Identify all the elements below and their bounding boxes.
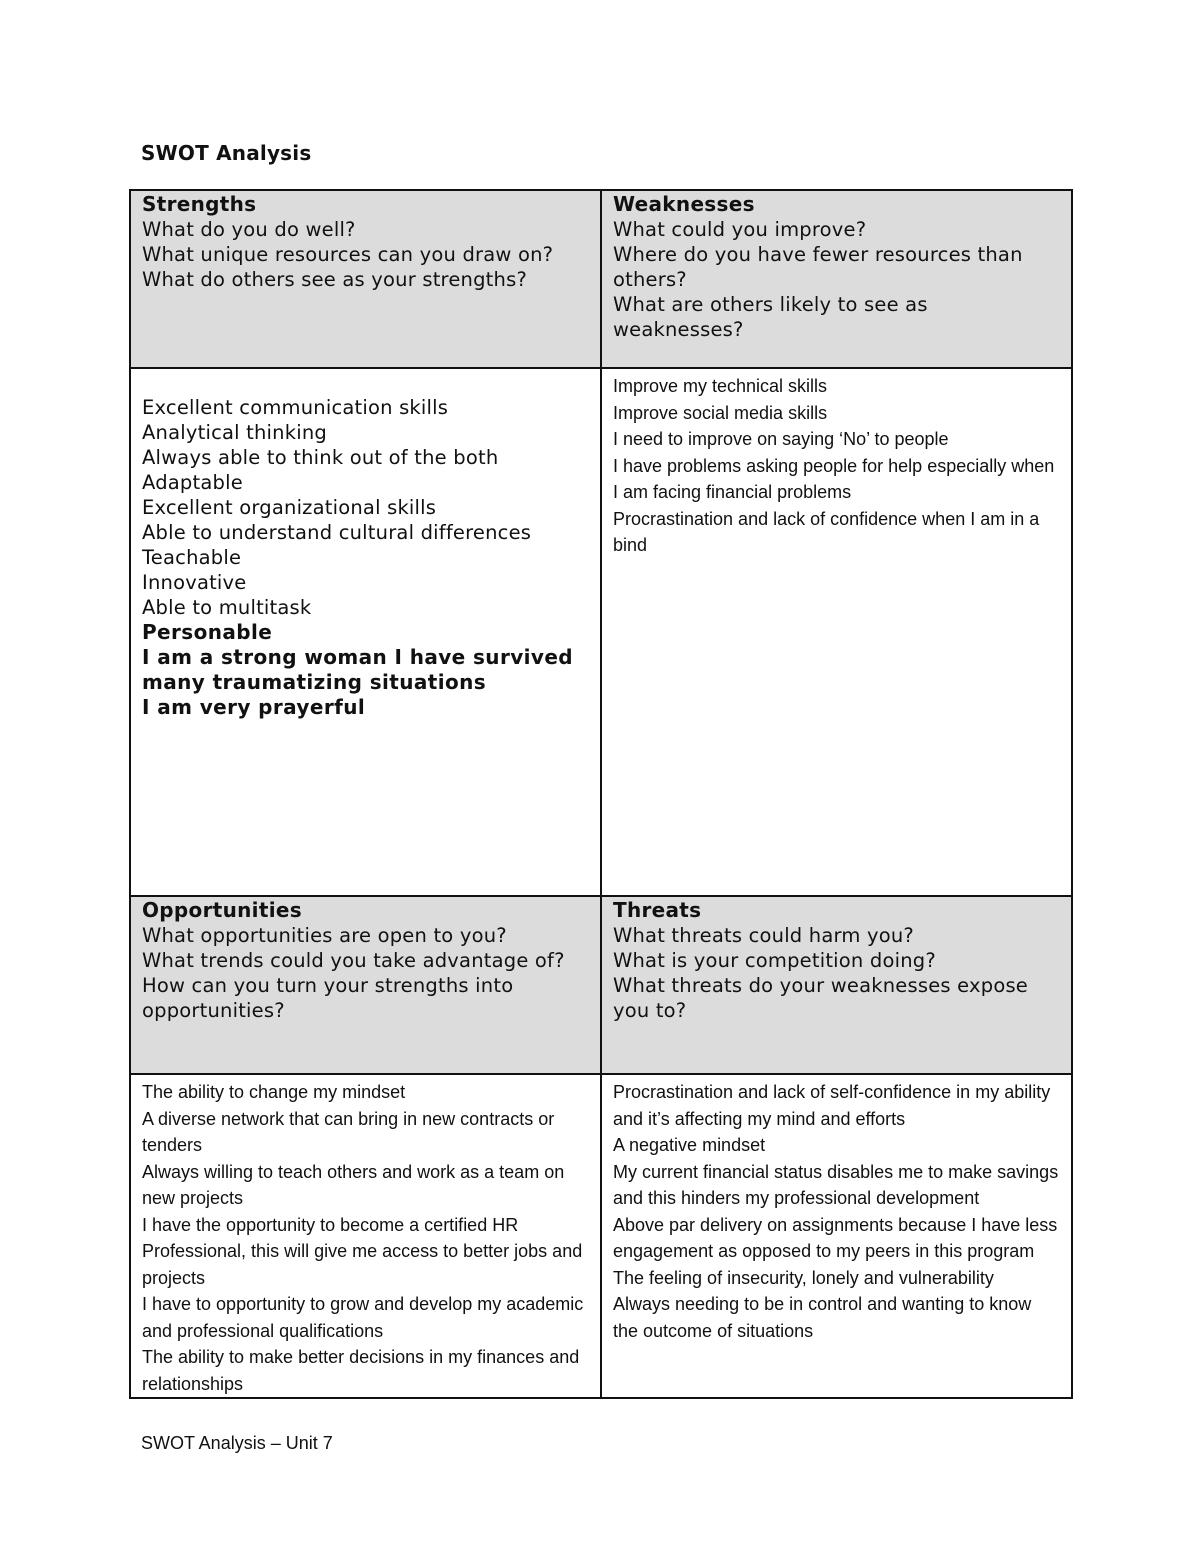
threat-item: Procrastination and lack of self-confidence in my ability and it’s affecting my mind and efforts <box>613 1082 1051 1129</box>
weakness-item: I have problems asking people for help especially when I am facing financial problems <box>613 455 1055 502</box>
opportunities-question: What opportunities are open to you? <box>142 924 507 947</box>
strengths-question: What unique resources can you draw on? <box>142 243 554 266</box>
threats-question: What is your competition doing? <box>613 949 936 972</box>
threats-heading: Threats <box>613 898 702 922</box>
opportunities-question: What trends could you take advantage of? <box>142 949 565 972</box>
threats-response-cell <box>601 1074 1072 1398</box>
strength-item-bold: Personable <box>142 620 273 644</box>
swot-table <box>129 189 1073 1399</box>
weakness-item: Procrastination and lack of confidence when I am in a bind <box>613 508 1040 555</box>
weaknesses-heading: Weaknesses <box>613 192 755 216</box>
weaknesses-prompt-cell <box>601 190 1072 368</box>
threat-item: My current financial status disables me to make savings and this hinders my professional development <box>613 1161 1059 1208</box>
weakness-item: I need to improve on saying ‘No’ to people <box>613 429 949 449</box>
strength-item-bold: I am very prayerful <box>142 695 366 719</box>
strength-item: Adaptable <box>142 471 243 494</box>
threat-item: The feeling of insecurity, lonely and vulnerability <box>613 1267 994 1288</box>
strength-item-bold: I am a strong woman I have survived many traumatizing situations <box>142 645 574 694</box>
weaknesses-question: What could you improve? <box>613 218 867 241</box>
weaknesses-question: Where do you have fewer resources than others? <box>613 243 1023 291</box>
strength-item: Always able to think out of the both <box>142 446 499 469</box>
threats-question: What threats could harm you? <box>613 924 914 947</box>
opportunity-item: The ability to make better decisions in my finances and relationships <box>142 1347 580 1394</box>
strengths-prompt-cell <box>130 190 601 368</box>
threat-item: Always needing to be in control and wanting to know the outcome of situations <box>613 1294 1032 1341</box>
opportunity-item: I have to opportunity to grow and develop my academic and professional qualifications <box>142 1294 584 1341</box>
page-footer: SWOT Analysis – Unit 7 <box>141 1433 333 1453</box>
strength-item: Able to multitask <box>142 596 312 619</box>
opportunities-response-cell <box>130 1074 601 1398</box>
strength-item: Teachable <box>142 546 242 569</box>
weakness-item: Improve my technical skills <box>613 376 828 396</box>
opportunities-prompt-cell <box>130 896 601 1074</box>
opportunity-item: The ability to change my mindset <box>142 1082 406 1102</box>
strength-item: Able to understand cultural differences <box>142 521 532 544</box>
strength-item: Innovative <box>142 571 247 594</box>
threats-prompt-cell <box>601 896 1072 1074</box>
strengths-question: What do you do well? <box>142 218 356 241</box>
document-title: SWOT Analysis <box>141 141 312 165</box>
opportunities-question: How can you turn your strengths into opportunities? <box>142 974 514 1022</box>
strengths-response-cell <box>130 368 601 896</box>
opportunity-item: A diverse network that can bring in new contracts or tenders <box>142 1108 555 1155</box>
threat-item: A negative mindset <box>613 1135 766 1155</box>
opportunity-item: I have the opportunity to become a certified HR Professional, this will give me access to better jobs and projects <box>142 1214 583 1288</box>
weaknesses-question: What are others likely to see as weaknesses? <box>613 293 928 341</box>
opportunities-heading: Opportunities <box>142 898 302 922</box>
strength-item: Analytical thinking <box>142 421 327 444</box>
strengths-question: What do others see as your strengths? <box>142 268 527 291</box>
strength-item: Excellent communication skills <box>142 396 449 419</box>
weakness-item: Improve social media skills <box>613 402 828 423</box>
strength-item: Excellent organizational skills <box>142 496 437 519</box>
strengths-heading: Strengths <box>142 192 257 216</box>
opportunity-item: Always willing to teach others and work as a team on new projects <box>142 1161 565 1208</box>
weaknesses-response-cell <box>601 368 1072 896</box>
threats-question: What threats do your weaknesses expose you to? <box>613 974 1029 1022</box>
threat-item: Above par delivery on assignments because I have less engagement as opposed to my peers in this program <box>613 1214 1058 1261</box>
